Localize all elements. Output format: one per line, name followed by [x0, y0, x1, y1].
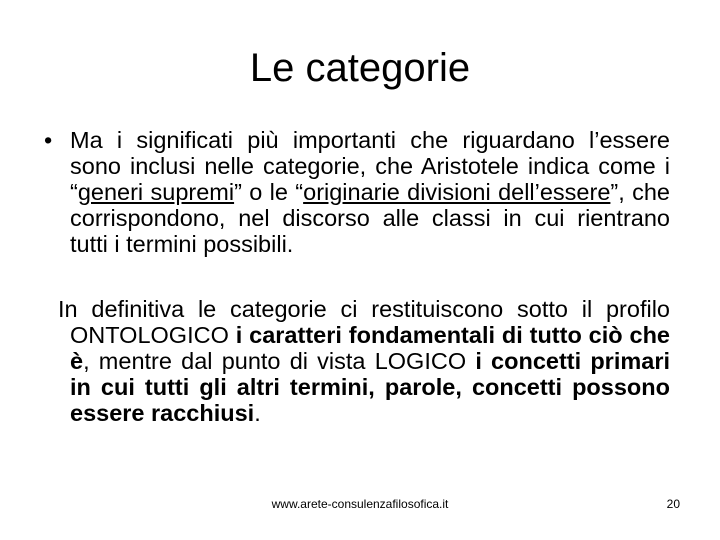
underlined-generi-supremi: generi supremi — [77, 179, 235, 205]
slide-footer — [0, 494, 720, 514]
paragraph1-text-2: ” o le “ — [234, 179, 304, 205]
paragraph2-text-2: , mentre dal punto di vista LOGICO — [83, 348, 476, 374]
slide-title: Le categorie — [249, 46, 471, 90]
bold-caratteri-fondamentali: i caratteri fondamentali di tutto ciò che è — [70, 322, 671, 374]
underlined-originarie-divisioni: originarie divisioni dell’essere — [303, 179, 611, 205]
bullet-paragraph — [44, 127, 670, 257]
footer-url: www.arete-consulenzafilosofica.it — [271, 497, 449, 511]
paragraph2-text-3: . — [254, 400, 261, 426]
page-number: 20 — [666, 497, 680, 511]
conclusion-paragraph — [58, 296, 671, 426]
paragraph1-text-1: Ma i significati più importanti che riguardano l’essere sono inclusi nelle categorie, che Aristotele indica come i “ — [70, 127, 670, 205]
bold-concetti-primari: i concetti primari in cui tutti gli altri termini, parole, concetti possono essere racchiusi — [70, 348, 670, 426]
paragraph1-text-3: ”, che corrispondono, nel discorso alle classi in cui rientrano tutti i termini possibili. — [70, 179, 670, 257]
paragraph2-text-1: In definitiva le categorie ci restituiscono sotto il profilo ONTOLOGICO — [58, 296, 670, 348]
bullet-icon: • — [44, 127, 53, 153]
